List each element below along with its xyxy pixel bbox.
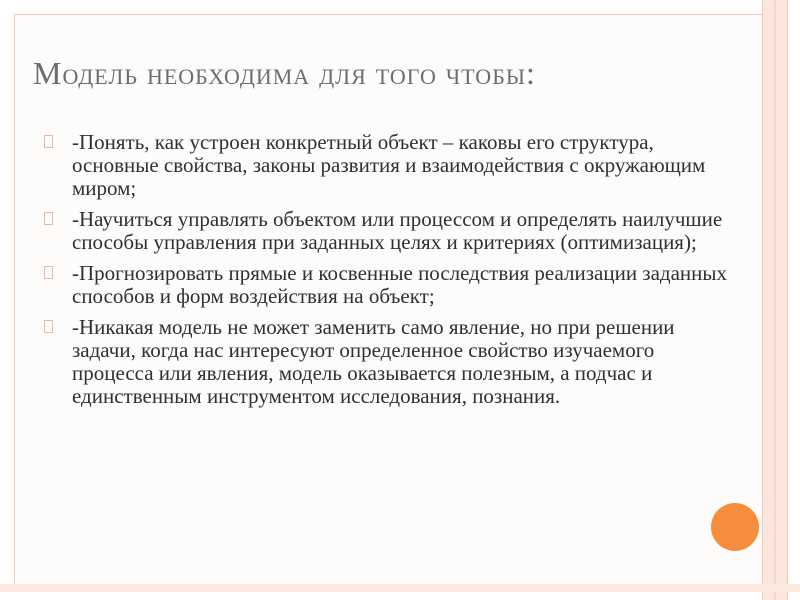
bullet-item <box>40 131 740 200</box>
bullet-text: -Научиться управлять объектом или процессом и определять наилучшие способы управления при заданных целях и критериях (оптимизация); <box>72 207 723 254</box>
bullet-list <box>40 131 740 416</box>
square-bullet-icon <box>44 266 53 279</box>
square-bullet-icon <box>44 212 53 225</box>
right-decorative-bar <box>762 0 788 600</box>
bullet-item <box>40 262 740 308</box>
bullet-item <box>40 316 740 408</box>
bullet-text: -Никакая модель не может заменить само явление, но при решении задачи, когда нас интересуют определенное свойство изучаемого процесса или явления, модель оказывается полезным, а подчас и единственным инструментом исследования, познания. <box>72 315 675 408</box>
bullet-text: -Прогнозировать прямые и косвенные последствия реализации заданных способов и форм воздействия на объект; <box>72 261 728 308</box>
square-bullet-icon <box>44 320 53 333</box>
bullet-text: -Понять, как устроен конкретный объект – каковы его структура, основные свойства, законы развития и взаимодействия с окружающим миром; <box>72 130 706 200</box>
square-bullet-icon <box>44 135 53 148</box>
slide-title: Модель необходима для того чтобы: <box>33 55 536 91</box>
bottom-decorative-bar <box>0 584 800 592</box>
orange-circle-decoration <box>711 503 759 551</box>
bullet-item <box>40 208 740 254</box>
